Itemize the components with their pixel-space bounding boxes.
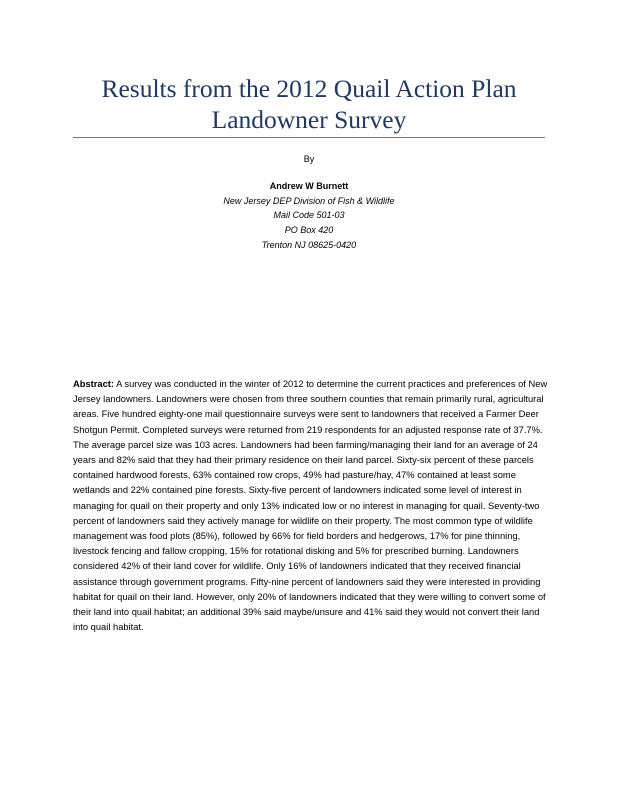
author-name: Andrew W Burnett — [269, 181, 349, 191]
by-label: By — [303, 154, 315, 164]
author-city: Trenton NJ 08625-0420 — [261, 240, 357, 250]
author-po-box: PO Box 420 — [284, 225, 334, 235]
abstract-text: A survey was conducted in the winter of 2012 to determine the current practices and preferences of New Jersey landowners. Landowners were chosen from three southern counties that remain primarily rural, agricultural areas. Five hundred eighty-one mail questionnaire surveys were sent to landowners that received a Farmer Deer Shotgun Permit. Completed surveys were returned from 219 respondents for an adjusted response rate of 37.7%. The average parcel size was 103 acres. Landowners had been farming/managing their land for an average of 24 years and 82% said that they had their primary residence on their land parcel. Sixty-six percent of these parcels contained hardwood forests, 63% contained row crops, 49% had pasture/hay, 47% contained at least some wetlands and 22% contained pine forests. Sixty-five percent of landowners indicated some level of interest in managing for quail on their property and only 13% indicated low or no interest in managing for quail. Seventy-two percent of landowners said they actively manage for wildlife on their property. The most common type of wildlife management was food plots (85%), followed by 66% for field borders and hedgerows, 17% for pine thinning, livestock fencing and fallow cropping, 15% for rotational disking and 5% for prescribed burning. Landowners considered 42% of their land cover for wildlife. Only 16% of landowners indicated that they received financial assistance through government programs. Fifty-nine percent of landowners said they were interested in providing habitat for quail on their land. However, only 20% of landowners indicated that they were willing to convert some of their land into quail habitat; an additional 39% said maybe/unsure and 41% said they would not convert their land into quail habitat. — [73, 379, 548, 633]
document-title — [60, 73, 558, 135]
title-line-2: Landowner Survey — [211, 105, 407, 134]
author-affiliation: New Jersey DEP Division of Fish & Wildlife — [223, 196, 395, 206]
title-line-1: Results from the 2012 Quail Action Plan — [101, 74, 517, 103]
abstract-paragraph — [73, 377, 553, 635]
abstract-label: Abstract: — [73, 379, 115, 389]
title-divider — [73, 137, 545, 138]
author-mail-code: Mail Code 501-03 — [273, 210, 345, 220]
